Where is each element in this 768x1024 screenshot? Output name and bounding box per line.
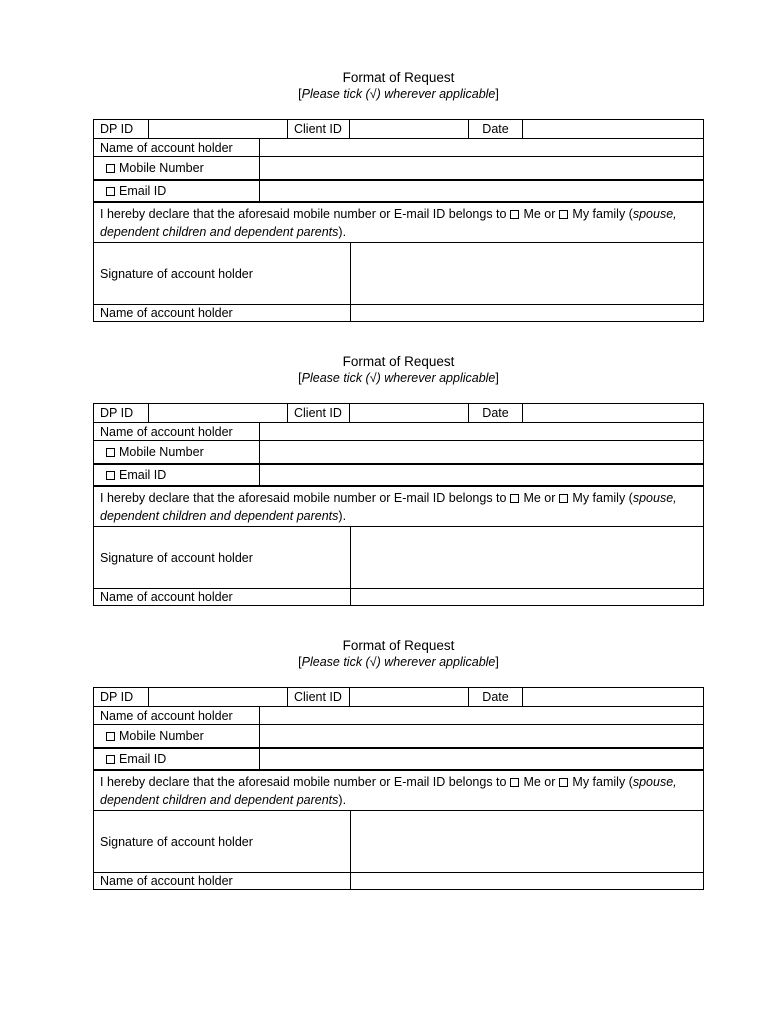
email-label: Email ID	[119, 184, 167, 198]
email-option[interactable]	[94, 465, 259, 485]
form-title: Format of Request	[342, 354, 455, 369]
email-row	[94, 747, 703, 769]
family-checkbox[interactable]	[559, 494, 568, 503]
client-id-label: Client ID	[287, 688, 349, 706]
email-label: Email ID	[119, 468, 167, 482]
mobile-field[interactable]	[259, 725, 703, 747]
mobile-checkbox[interactable]	[106, 164, 115, 173]
form-subtitle	[93, 654, 704, 670]
declaration-end: ).	[338, 225, 347, 239]
mobile-checkbox[interactable]	[106, 732, 115, 741]
name-label-2: Name of account holder	[100, 590, 233, 604]
dp-id-field[interactable]	[148, 688, 287, 706]
subtitle-instruction: Please tick (√) wherever applicable	[301, 371, 496, 385]
me-checkbox[interactable]	[510, 210, 519, 219]
declaration-text	[94, 771, 703, 810]
declaration-row	[94, 769, 703, 810]
email-checkbox[interactable]	[106, 187, 115, 196]
dp-id-label: DP ID	[100, 690, 134, 704]
client-id-field[interactable]	[349, 120, 468, 138]
dp-id-label: DP ID	[100, 406, 134, 420]
dp-id-field[interactable]	[148, 120, 287, 138]
mobile-field[interactable]	[259, 157, 703, 179]
dp-id-label: DP ID	[100, 122, 134, 136]
email-field[interactable]	[259, 465, 703, 485]
date-label: Date	[468, 404, 522, 422]
form-subtitle	[93, 86, 704, 102]
request-form-1	[93, 70, 704, 322]
family-label: My family (	[572, 491, 633, 505]
signature-label: Signature of account holder	[100, 266, 253, 281]
request-form-2	[93, 354, 704, 606]
family-label: My family (	[572, 775, 633, 789]
name-field-2[interactable]	[350, 873, 703, 889]
subtitle-instruction: Please tick (√) wherever applicable	[301, 87, 496, 101]
name-row	[94, 422, 703, 440]
email-checkbox[interactable]	[106, 471, 115, 480]
family-label: My family (	[572, 207, 633, 221]
signature-row	[94, 526, 703, 588]
subtitle-open: [	[298, 371, 302, 385]
subtitle-close: ]	[495, 655, 499, 669]
family-checkbox[interactable]	[559, 778, 568, 787]
signature-label: Signature of account holder	[100, 550, 253, 565]
name-row-2	[94, 304, 703, 321]
email-field[interactable]	[259, 749, 703, 769]
email-row	[94, 463, 703, 485]
me-label: Me or	[523, 207, 556, 221]
mobile-row	[94, 156, 703, 179]
client-id-label: Client ID	[287, 404, 349, 422]
email-field[interactable]	[259, 181, 703, 201]
mobile-label: Mobile Number	[119, 161, 204, 175]
form-table	[93, 119, 704, 322]
subtitle-open: [	[298, 87, 302, 101]
signature-field[interactable]	[350, 527, 703, 588]
mobile-option[interactable]	[94, 725, 259, 747]
request-form-3	[93, 638, 704, 890]
me-checkbox[interactable]	[510, 778, 519, 787]
me-label: Me or	[523, 775, 556, 789]
family-details: spouse, dependent children and dependent parents	[100, 491, 677, 523]
form-title: Format of Request	[342, 638, 455, 653]
ids-row	[94, 120, 703, 138]
mobile-label: Mobile Number	[119, 445, 204, 459]
name-row-2	[94, 588, 703, 605]
family-checkbox[interactable]	[559, 210, 568, 219]
mobile-field[interactable]	[259, 441, 703, 463]
name-field[interactable]	[259, 423, 703, 440]
email-option[interactable]	[94, 181, 259, 201]
date-field[interactable]	[522, 120, 703, 138]
client-id-field[interactable]	[349, 404, 468, 422]
me-checkbox[interactable]	[510, 494, 519, 503]
signature-row	[94, 810, 703, 872]
client-id-label: Client ID	[287, 120, 349, 138]
name-field[interactable]	[259, 139, 703, 156]
form-table	[93, 403, 704, 606]
form-subtitle	[93, 370, 704, 386]
name-label: Name of account holder	[100, 424, 233, 439]
mobile-row	[94, 440, 703, 463]
email-option[interactable]	[94, 749, 259, 769]
mobile-checkbox[interactable]	[106, 448, 115, 457]
name-field[interactable]	[259, 707, 703, 724]
date-label: Date	[468, 120, 522, 138]
name-label-2: Name of account holder	[100, 306, 233, 320]
declaration-lead: I hereby declare that the aforesaid mobile number or E-mail ID belongs to	[100, 491, 507, 505]
signature-field[interactable]	[350, 243, 703, 304]
subtitle-close: ]	[495, 371, 499, 385]
email-label: Email ID	[119, 752, 167, 766]
name-label: Name of account holder	[100, 140, 233, 155]
signature-row	[94, 242, 703, 304]
subtitle-close: ]	[495, 87, 499, 101]
mobile-option[interactable]	[94, 441, 259, 463]
mobile-row	[94, 724, 703, 747]
mobile-option[interactable]	[94, 157, 259, 179]
form-table	[93, 687, 704, 890]
name-label-2: Name of account holder	[100, 874, 233, 888]
name-row	[94, 706, 703, 724]
declaration-text	[94, 203, 703, 242]
dp-id-field[interactable]	[148, 404, 287, 422]
form-title: Format of Request	[342, 70, 455, 85]
declaration-lead: I hereby declare that the aforesaid mobile number or E-mail ID belongs to	[100, 207, 507, 221]
declaration-end: ).	[338, 793, 347, 807]
name-field-2[interactable]	[350, 589, 703, 605]
ids-row	[94, 688, 703, 706]
subtitle-open: [	[298, 655, 302, 669]
name-row	[94, 138, 703, 156]
email-checkbox[interactable]	[106, 755, 115, 764]
date-field[interactable]	[522, 404, 703, 422]
mobile-label: Mobile Number	[119, 729, 204, 743]
family-details: spouse, dependent children and dependent parents	[100, 775, 677, 807]
email-row	[94, 179, 703, 201]
name-label: Name of account holder	[100, 708, 233, 723]
me-label: Me or	[523, 491, 556, 505]
signature-label: Signature of account holder	[100, 834, 253, 849]
name-field-2[interactable]	[350, 305, 703, 321]
name-row-2	[94, 872, 703, 889]
date-label: Date	[468, 688, 522, 706]
ids-row	[94, 404, 703, 422]
family-details: spouse, dependent children and dependent parents	[100, 207, 677, 239]
declaration-row	[94, 201, 703, 242]
declaration-row	[94, 485, 703, 526]
subtitle-instruction: Please tick (√) wherever applicable	[301, 655, 496, 669]
declaration-lead: I hereby declare that the aforesaid mobile number or E-mail ID belongs to	[100, 775, 507, 789]
declaration-text	[94, 487, 703, 526]
declaration-end: ).	[338, 509, 347, 523]
date-field[interactable]	[522, 688, 703, 706]
client-id-field[interactable]	[349, 688, 468, 706]
signature-field[interactable]	[350, 811, 703, 872]
